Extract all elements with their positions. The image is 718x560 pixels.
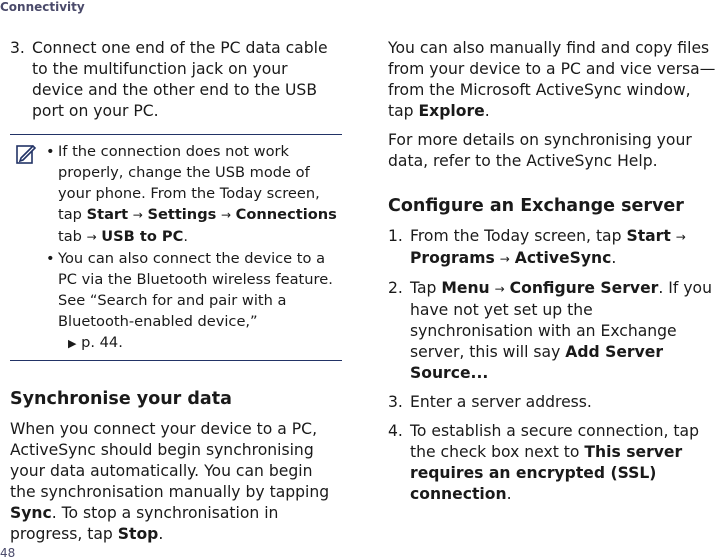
step-text: Tap (410, 279, 442, 297)
keyword-configure-server: Configure Server (509, 279, 659, 297)
arrow: → (494, 282, 505, 296)
heading-exchange: Configure an Exchange server (388, 196, 684, 216)
arrow: → (132, 208, 143, 222)
keyword-ssl-connection: This server requires an encrypted (SSL) connection (410, 443, 683, 503)
step-number: 4. (388, 422, 403, 440)
keyword-menu: Menu (441, 279, 490, 297)
help-paragraph: For more details on synchronising your data, refer to the ActiveSync Help. (388, 131, 692, 170)
exchange-step-4 (388, 421, 718, 505)
sync-paragraph (10, 419, 342, 545)
keyword-explore: Explore (418, 102, 485, 120)
step-number: 1. (388, 227, 403, 245)
para-text: When you connect your device to a PC, ActiveSync should begin synchronising your data automatically. You can begin the synchronisation manually by tapping (10, 420, 330, 501)
heading-synchronise: Synchronise your data (10, 389, 232, 409)
arrow: → (499, 252, 510, 266)
step-number: 2. (388, 279, 403, 297)
keyword-activesync: ActiveSync (514, 249, 612, 267)
keyword-stop: Stop (117, 525, 159, 543)
exchange-step-1 (388, 226, 718, 270)
explore-paragraph (388, 38, 718, 122)
keyword-add-server-source: Add Server Source... (410, 343, 664, 382)
page-ref-arrow-icon: ▶ (68, 337, 77, 350)
step-text: To establish a secure connection, tap the check box next to (410, 422, 699, 461)
arrow: → (675, 230, 686, 244)
step-text: . If you have not yet set up the synchronisation with an Exchange server, this will say (410, 279, 712, 361)
right-column (388, 38, 718, 505)
left-column (10, 38, 342, 545)
step-number: 3. (10, 39, 25, 57)
note-box (10, 134, 342, 361)
page-number: 48 (0, 546, 16, 560)
step-text: Enter a server address. (410, 393, 592, 411)
keyword-start: Start (86, 206, 129, 223)
step-text: From the Today screen, tap (410, 227, 627, 245)
bullet: • (46, 250, 55, 267)
exchange-step-2 (388, 278, 718, 384)
arrow: → (220, 208, 232, 222)
keyword-settings: Settings (147, 206, 217, 223)
keyword-sync: Sync (10, 504, 52, 522)
note-text: You can also connect the device to a PC via the Bluetooth wireless feature. See “Search for and pair with a Bluetooth-enabled device,” (58, 250, 333, 330)
para-text: . To stop a synchronisation in progress, tap (10, 504, 279, 543)
keyword-usb-to-pc: USB to PC (101, 228, 184, 245)
step-text: . (506, 485, 512, 503)
bullet: • (46, 143, 55, 160)
keyword-programs: Programs (410, 249, 495, 267)
step-text: Connect one end of the PC data cable to the multifunction jack on your device and the other end to the USB port on your PC. (32, 39, 328, 120)
note-text: tab (58, 228, 87, 245)
arrow: → (86, 230, 97, 244)
step-text: . (611, 249, 617, 267)
exchange-step-3 (388, 392, 718, 413)
note-text: . (183, 228, 188, 245)
pencil-note-icon (16, 143, 36, 165)
para-text: . (484, 102, 490, 120)
keyword-connections: Connections (235, 206, 337, 223)
para-text: You can also manually find and copy files from your device to a PC and vice versa—from the Microsoft ActiveSync window, tap (388, 39, 716, 120)
step-number: 3. (388, 393, 403, 411)
section-header: Connectivity (0, 0, 85, 14)
keyword-start: Start (626, 227, 671, 245)
page-reference[interactable]: p. 44. (81, 334, 123, 351)
note-text: If the connection does not work properly, change the USB mode of your phone. From the Today screen, tap (58, 143, 320, 223)
step-3 (10, 38, 342, 122)
note-bullet-usb (46, 141, 342, 248)
para-text: . (158, 525, 164, 543)
note-bullet-bluetooth (46, 248, 342, 354)
